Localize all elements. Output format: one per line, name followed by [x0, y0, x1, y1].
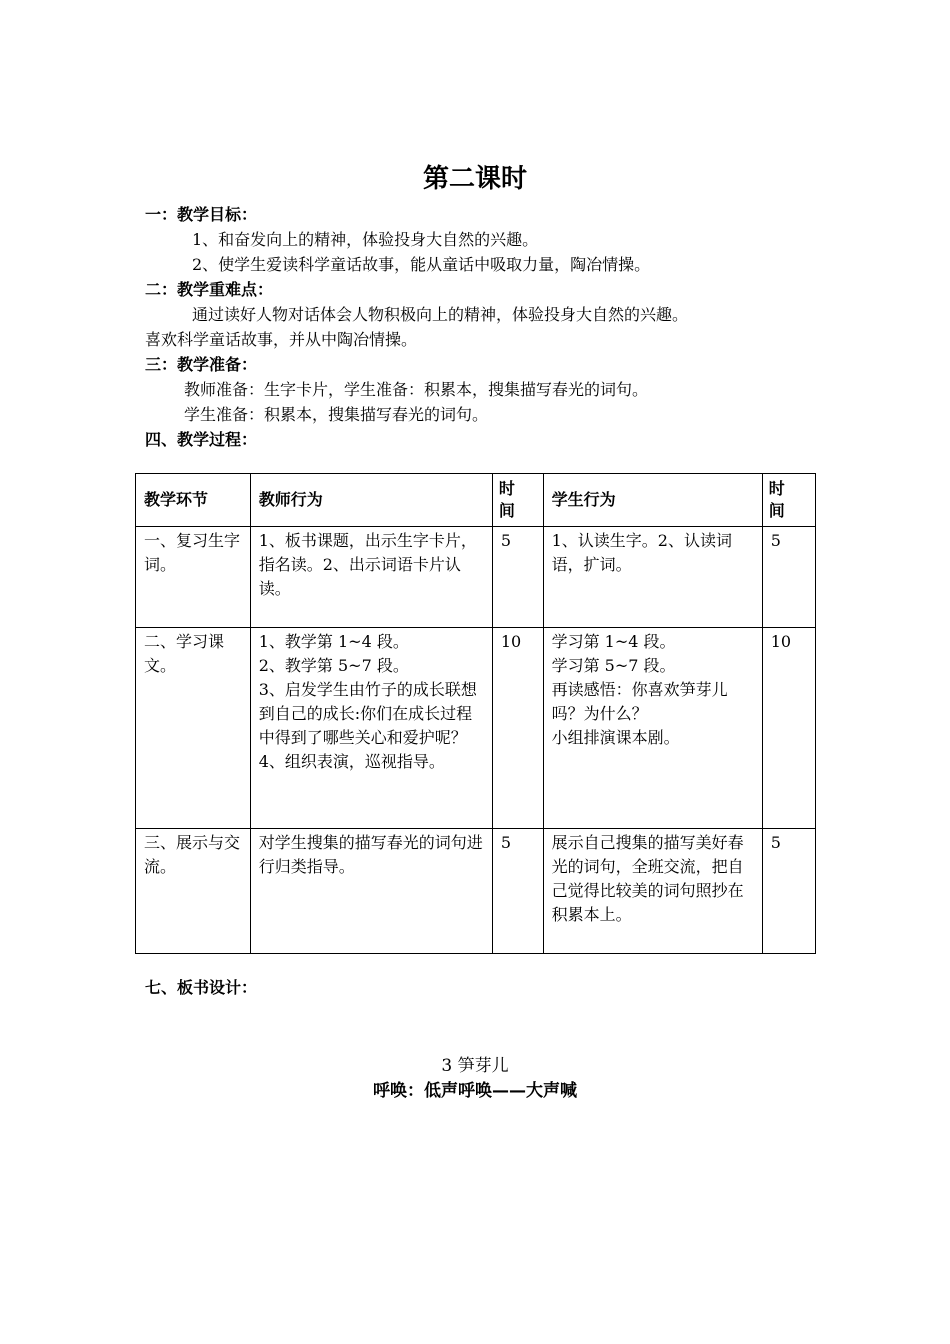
preparation-heading: 三：教学准备： [145, 355, 258, 374]
row-3-time-1: 5 [492, 829, 543, 954]
row-2-student-line-4: 小组排演课本剧。 [551, 728, 680, 747]
row-2-teacher-line-4: 4、组织表演，巡视指导。 [258, 752, 445, 771]
row-2-student-line-2: 学习第 5~7 段。 [551, 656, 676, 675]
row-3-time-2: 5 [762, 829, 815, 954]
header-time-2 [762, 474, 815, 527]
row-3-student [543, 829, 762, 954]
row-1-time-1: 5 [492, 527, 543, 628]
row-2-student [543, 628, 762, 829]
row-2-student-line-3: 再读感悟：你喜欢笋芽儿吗？为什么？ [551, 680, 728, 723]
row-1-stage: 一、复习生字词。 [136, 527, 251, 628]
board-lesson-title: 3 笋芽儿 [441, 1056, 509, 1076]
process-heading: 四、教学过程： [145, 430, 258, 449]
table-row [136, 829, 816, 954]
goal-item-2: 2、使学生爱读科学童话故事，能从童话中吸取力量，陶冶情操。 [192, 255, 651, 274]
row-3-teacher [250, 829, 492, 954]
header-teacher: 教师行为 [250, 474, 492, 527]
table-header-row [136, 474, 816, 527]
row-2-teacher-line-1: 1、教学第 1~4 段。 [258, 632, 409, 651]
row-2-teacher [250, 628, 492, 829]
row-2-stage: 二、学习课文。 [136, 628, 251, 829]
row-1-student-line: 1、认读生字。2、认读词语，扩词。 [551, 531, 732, 574]
goal-item-1: 1、和奋发向上的精神，体验投身大自然的兴趣。 [192, 230, 539, 249]
table-row [136, 527, 816, 628]
preparation-line-1: 教师准备：生字卡片，学生准备：积累本，搜集描写春光的词句。 [184, 380, 649, 399]
process-table [135, 473, 816, 954]
key-points-line-1: 通过读好人物对话体会人物积极向上的精神，体验投身大自然的兴趣。 [192, 305, 689, 324]
header-time-1-b: 间 [498, 501, 515, 520]
header-student: 学生行为 [543, 474, 762, 527]
row-1-time-2: 5 [762, 527, 815, 628]
row-3-teacher-line: 对学生搜集的描写春光的词句进行归类指导。 [258, 833, 483, 876]
row-1-student [543, 527, 762, 628]
board-line: 呼唤：低声呼唤——大声喊 [373, 1081, 577, 1101]
row-2-student-line-1: 学习第 1~4 段。 [551, 632, 676, 651]
row-2-time-1: 10 [492, 628, 543, 829]
table-row [136, 628, 816, 829]
preparation-line-2: 学生准备：积累本，搜集描写春光的词句。 [184, 405, 489, 424]
key-points-line-2: 喜欢科学童话故事，并从中陶冶情操。 [145, 330, 418, 349]
header-time-2-a: 时 [768, 479, 785, 498]
goals-heading: 一：教学目标： [145, 205, 258, 224]
row-2-teacher-line-3: 3、启发学生由竹子的成长联想到自己的成长:你们在成长过程中得到了哪些关心和爱护呢？ [258, 680, 477, 747]
board-design-heading: 七、板书设计： [145, 978, 258, 997]
header-time-1 [492, 474, 543, 527]
row-1-teacher [250, 527, 492, 628]
row-3-stage: 三、展示与交流。 [136, 829, 251, 954]
header-time-1-a: 时 [498, 479, 515, 498]
row-3-student-line: 展示自己搜集的描写美好春光的词句，全班交流，把自己觉得比较美的词句照抄在积累本上。 [551, 833, 744, 924]
row-2-time-2: 10 [762, 628, 815, 829]
row-1-teacher-line: 1、板书课题，出示生字卡片，指名读。2、出示词语卡片认读。 [258, 531, 477, 598]
row-2-teacher-line-2: 2、教学第 5~7 段。 [258, 656, 409, 675]
key-points-heading: 二：教学重难点： [145, 280, 274, 299]
header-time-2-b: 间 [768, 501, 785, 520]
header-stage: 教学环节 [136, 474, 251, 527]
page-title: 第二课时 [422, 164, 527, 194]
